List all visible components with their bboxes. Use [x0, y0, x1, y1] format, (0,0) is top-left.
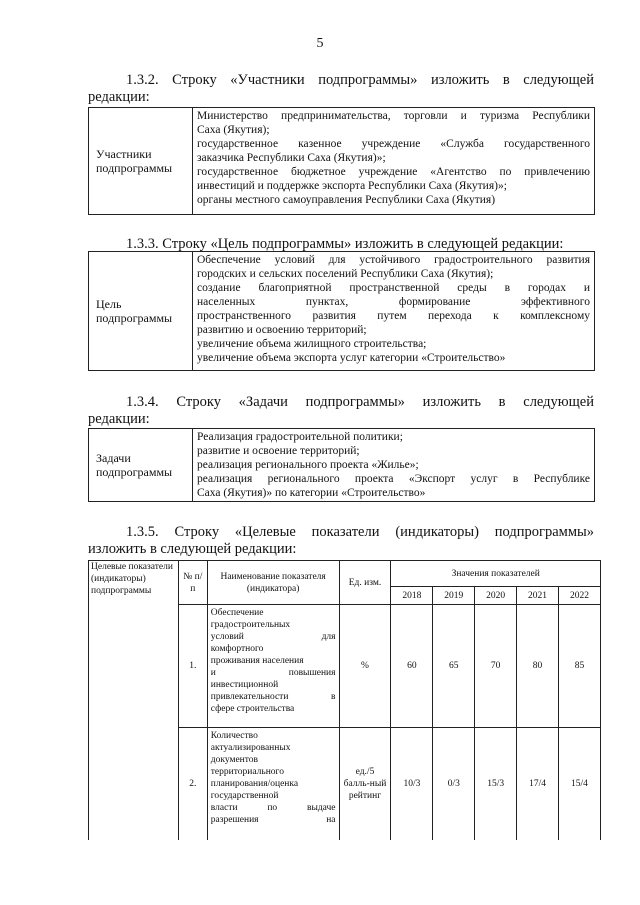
- row-value: 60: [391, 605, 433, 728]
- tasks-value: [193, 429, 595, 502]
- row-num: 2.: [178, 728, 207, 840]
- participants-line: инвестиций и поддержке экспорта Республики Саха (Якутия)»;: [197, 180, 507, 192]
- row-value: 65: [433, 605, 475, 728]
- name-line: привлекательности в: [210, 692, 336, 702]
- row-value: 10/3: [391, 728, 433, 840]
- row-value: 85: [559, 605, 601, 728]
- section-132-heading-cont: редакции:: [88, 89, 150, 105]
- goal-line: увеличение объема экспорта услуг категории «Строительство»: [197, 352, 506, 364]
- tasks-line: реализация регионального проекта «Экспорт услуг в Республике: [197, 473, 590, 485]
- row-value: 15/4: [559, 728, 601, 840]
- row-name: [207, 605, 339, 728]
- section-134-heading: 1.3.4. Строку «Задачи подпрограммы» изложить в следующей: [126, 394, 594, 410]
- name-line: проживания населения: [210, 656, 304, 666]
- row-value: 70: [475, 605, 517, 728]
- goal-line: населенных пунктах, формирование эффективного: [197, 296, 590, 308]
- name-line: инвестиционной: [210, 680, 279, 690]
- header-year: 2020: [475, 587, 517, 605]
- header-year: 2018: [391, 587, 433, 605]
- participants-line: органы местного самоуправления Республики Саха (Якутия): [197, 194, 496, 206]
- indicators-label: Целевые показатели (индикаторы) подпрограммы: [89, 561, 179, 840]
- header-year: 2022: [559, 587, 601, 605]
- participants-label: Участники подпрограммы: [89, 108, 193, 215]
- header-num: № п/п: [178, 561, 207, 605]
- name-line: государственной: [210, 791, 279, 801]
- row-num: 1.: [178, 605, 207, 728]
- participants-line: Саха (Якутия);: [197, 124, 270, 136]
- name-line: Обеспечение: [210, 608, 264, 618]
- name-line: градостроительных: [210, 620, 291, 630]
- section-135-heading-cont: изложить в следующей редакции:: [88, 541, 297, 557]
- participants-line: Министерство предпринимательства, торговли и туризма Республики: [197, 110, 590, 122]
- header-year: 2019: [433, 587, 475, 605]
- tasks-label: Задачи подпрограммы: [89, 429, 193, 502]
- participants-value: [193, 108, 595, 215]
- header-values: Значения показателей: [391, 561, 601, 587]
- tasks-line: реализация регионального проекта «Жилье»;: [197, 459, 419, 471]
- header-year: 2021: [517, 587, 559, 605]
- section-133-heading: 1.3.3. Строку «Цель подпрограммы» изложить в следующей редакции:: [126, 236, 564, 252]
- goal-line: городских и сельских поселений Республики Саха (Якутия);: [197, 268, 494, 280]
- goal-table: [88, 251, 595, 371]
- participants-line: государственное казенное учреждение «Служба государственного: [197, 138, 590, 150]
- participants-line: заказчика Республики Саха (Якутия)»;: [197, 152, 386, 164]
- row-unit: %: [339, 605, 391, 728]
- tasks-table: [88, 428, 595, 502]
- goal-line: пространственного развития путем перехода к комплексному: [197, 310, 590, 322]
- row-value: 15/3: [475, 728, 517, 840]
- name-line: актуализированных: [210, 743, 291, 753]
- name-line: разрешения на: [210, 815, 336, 825]
- tasks-line: Реализация градостроительной политики;: [197, 431, 403, 443]
- section-132-heading: 1.3.2. Строку «Участники подпрограммы» изложить в следующей: [126, 72, 594, 88]
- name-line: и повышения: [210, 668, 336, 678]
- goal-line: увеличение объема жилищного строительства;: [197, 338, 427, 350]
- name-line: Количество: [210, 731, 258, 741]
- row-value: 80: [517, 605, 559, 728]
- name-line: власти по выдаче: [210, 803, 336, 813]
- participants-table: [88, 107, 595, 215]
- goal-value: [193, 252, 595, 371]
- row-value: 0/3: [433, 728, 475, 840]
- row-value: 17/4: [517, 728, 559, 840]
- header-name: Наименование показателя (индикатора): [207, 561, 339, 605]
- tasks-line: Саха (Якутия)» по категории «Строительство»: [197, 487, 426, 499]
- row-name: [207, 728, 339, 840]
- participants-line: государственное бюджетное учреждение «Агентство по привлечению: [197, 166, 590, 178]
- tasks-line: развитие и освоение территорий;: [197, 445, 360, 457]
- section-134-heading-cont: редакции:: [88, 411, 150, 427]
- name-line: сфере строительства: [210, 704, 295, 714]
- header-unit: Ед. изм.: [339, 561, 391, 605]
- row-unit: ед./5 балль-ный рейтинг: [339, 728, 391, 840]
- goal-label: Цель подпрограммы: [89, 252, 193, 371]
- name-line: комфортного: [210, 644, 264, 654]
- section-135-heading: 1.3.5. Строку «Целевые показатели (индикаторы) подпрограммы»: [126, 524, 594, 540]
- goal-line: развитию и освоению территорий;: [197, 324, 367, 336]
- name-line: документов: [210, 755, 259, 765]
- indicators-table: [88, 560, 601, 840]
- goal-line: создание благоприятной пространственной среды в городах и: [197, 282, 590, 294]
- name-line: территориального: [210, 767, 284, 777]
- name-line: планирования/оценка: [210, 779, 299, 789]
- goal-line: Обеспечение условий для устойчивого градостроительного развития: [197, 254, 590, 266]
- page-number: 5: [316, 36, 324, 51]
- name-line: условий для: [210, 632, 336, 642]
